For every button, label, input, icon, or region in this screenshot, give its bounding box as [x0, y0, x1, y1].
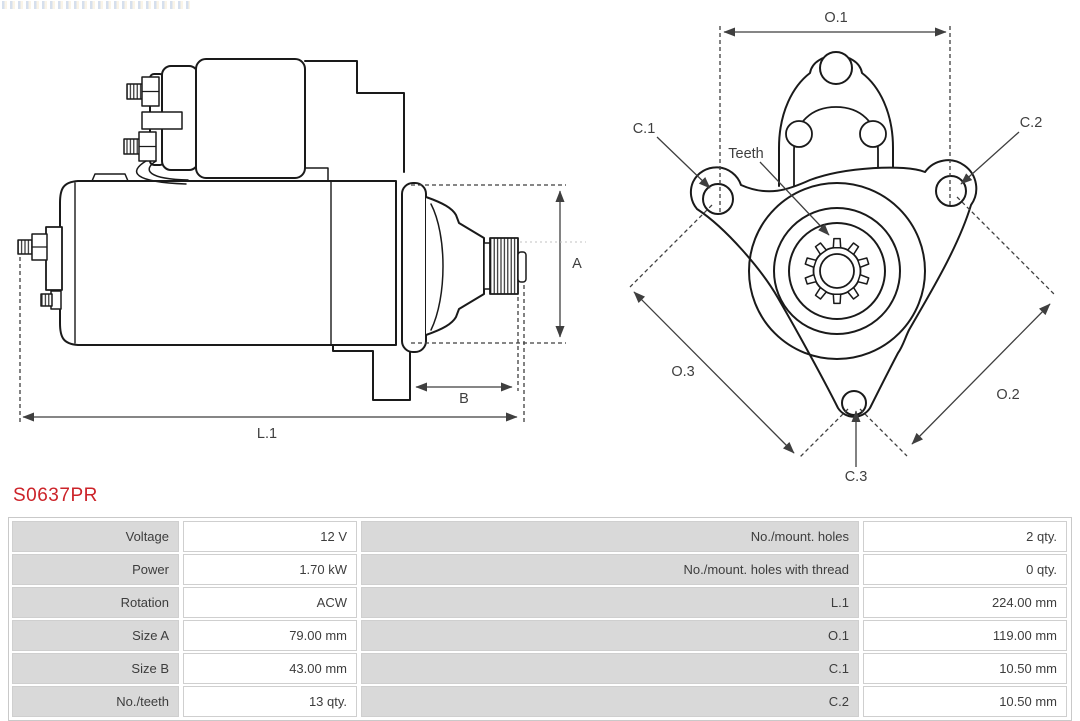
spec-value-o1: 119.00 mm — [863, 620, 1067, 651]
housing-step — [305, 168, 328, 181]
spec-value-c1: 10.50 mm — [863, 653, 1067, 684]
teeth-label: Teeth — [728, 146, 764, 162]
spec-value-l1: 224.00 mm — [863, 587, 1067, 618]
side-view-drawing — [18, 59, 526, 400]
mounting-foot — [333, 345, 410, 400]
front-view-drawing — [691, 52, 976, 417]
mount-hole-c2 — [936, 176, 966, 206]
solenoid-body — [196, 59, 305, 178]
spec-value-mount-holes: 2 qty. — [863, 521, 1067, 552]
drive-housing-cone — [426, 197, 484, 335]
spec-value-mount-holes-thread: 0 qty. — [863, 554, 1067, 585]
dim-o2-arrow — [912, 304, 1050, 444]
spec-label-mount-holes: No./mount. holes — [361, 521, 859, 552]
spec-label-mount-holes-thread: No./mount. holes with thread — [361, 554, 859, 585]
spec-label-o1: O.1 — [361, 620, 859, 651]
arch-top-hole — [820, 52, 852, 84]
leader-c1 — [657, 137, 710, 188]
terminal-stud-thread-top — [127, 84, 143, 99]
spec-value-voltage: 12 V — [183, 521, 357, 552]
spec-label-size-b: Size B — [12, 653, 179, 684]
pinion-gear — [490, 238, 518, 294]
spec-value-size-a: 79.00 mm — [183, 620, 357, 651]
housing-bracket — [305, 61, 404, 172]
mount-hole-c1 — [703, 184, 733, 214]
spec-label-voltage: Voltage — [12, 521, 179, 552]
spec-value-c2: 10.50 mm — [863, 686, 1067, 717]
spec-label-power: Power — [12, 554, 179, 585]
dim-label-o3: O.3 — [671, 364, 695, 380]
arch-small-hole-left — [786, 121, 812, 147]
dim-label-l1: L.1 — [256, 426, 278, 442]
shaft-nub — [518, 252, 526, 282]
spec-label-size-a: Size A — [12, 620, 179, 651]
arch-small-hole-right — [860, 121, 886, 147]
body-terminal-thread — [18, 240, 33, 254]
dim-label-c3: C.3 — [844, 469, 868, 485]
dim-label-c1: C.1 — [632, 121, 656, 137]
spec-value-teeth: 13 qty. — [183, 686, 357, 717]
body-bolt-thread — [41, 294, 52, 306]
dim-label-o1: O.1 — [824, 10, 848, 26]
spec-label-teeth: No./teeth — [12, 686, 179, 717]
dim-o3-arrow — [634, 292, 794, 453]
body-terminal-base — [46, 227, 62, 290]
spec-label-c1: C.1 — [361, 653, 859, 684]
spec-label-rotation: Rotation — [12, 587, 179, 618]
spec-value-size-b: 43.00 mm — [183, 653, 357, 684]
spec-label-l1: L.1 — [361, 587, 859, 618]
mounting-flange — [402, 183, 426, 352]
spec-table — [8, 517, 1072, 721]
spec-value-rotation: ACW — [183, 587, 357, 618]
body-top-rib — [92, 174, 128, 181]
dim-label-c2: C.2 — [1019, 115, 1043, 131]
spec-label-c2: C.2 — [361, 686, 859, 717]
part-number: S0637PR — [13, 485, 98, 506]
terminal-stud-thread-low — [124, 139, 140, 154]
dim-label-o2: O.2 — [996, 387, 1020, 403]
dim-label-a: A — [572, 256, 582, 272]
terminal-strap — [142, 112, 182, 129]
spec-value-power: 1.70 kW — [183, 554, 357, 585]
leader-c2 — [961, 132, 1019, 184]
dim-label-b: B — [459, 391, 469, 407]
watermark-artifact — [2, 1, 190, 9]
motor-body — [60, 181, 396, 345]
